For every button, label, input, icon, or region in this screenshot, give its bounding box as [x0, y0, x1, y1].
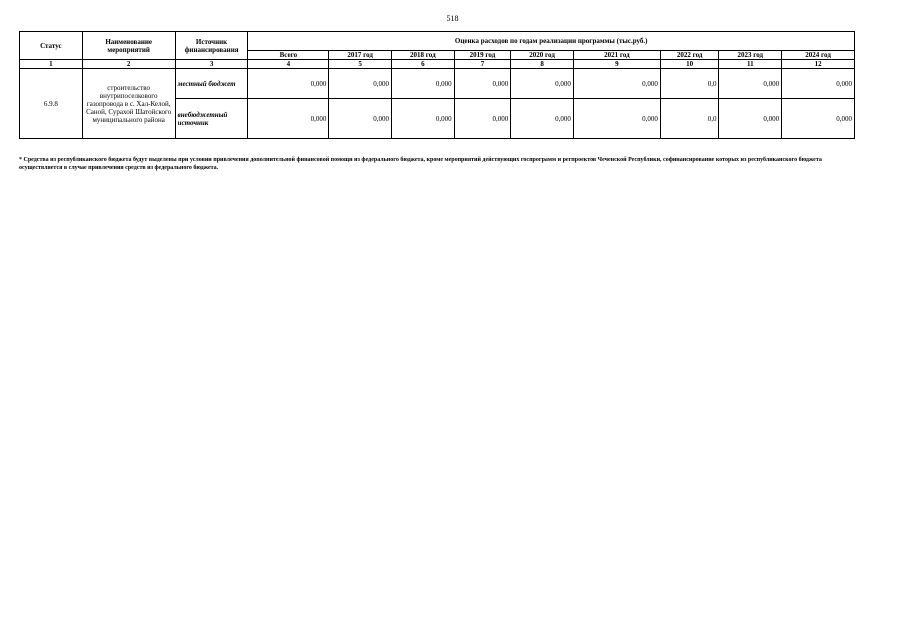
header-row-1	[20, 32, 855, 51]
value-cell: 0,000	[391, 99, 454, 139]
column-number: 1	[20, 60, 83, 69]
header-2019: 2019 год	[454, 51, 511, 60]
value-cell: 0,000	[782, 99, 855, 139]
value-cell: 0,000	[573, 69, 660, 99]
column-number: 12	[782, 60, 855, 69]
value-cell: 0,000	[391, 69, 454, 99]
header-source: Источник финансирования	[175, 32, 248, 60]
column-number: 2	[82, 60, 175, 69]
value-cell: 0,000	[511, 99, 574, 139]
column-number-row	[20, 60, 855, 69]
column-number: 9	[573, 60, 660, 69]
header-2023: 2023 год	[719, 51, 782, 60]
header-2022: 2022 год	[660, 51, 719, 60]
column-number: 10	[660, 60, 719, 69]
value-cell: 0,000	[719, 69, 782, 99]
column-number: 7	[454, 60, 511, 69]
value-cell: 0,0	[660, 69, 719, 99]
header-status: Статус	[20, 32, 83, 60]
value-cell: 0,000	[248, 69, 329, 99]
header-name: Наименование мероприятий	[82, 32, 175, 60]
header-2020: 2020 год	[511, 51, 574, 60]
value-cell: 0,000	[719, 99, 782, 139]
header-2021: 2021 год	[573, 51, 660, 60]
footnote: * Средства из республиканского бюджета будут выделены при условии привлечения дополнительной финансовой помощи из федерального бюджета, кроме мероприятий действующих госпрограмм и регпроектов Чеченской Республики, софинансирование которых из республиканского бюджета осуществляется в случае привлечения средств из федерального бюджета.	[19, 157, 822, 171]
value-cell: 0,000	[329, 69, 392, 99]
header-estimate: Оценка расходов по годам реализации программы (тыс.руб.)	[248, 32, 855, 51]
value-cell: 0,000	[782, 69, 855, 99]
header-2018: 2018 год	[391, 51, 454, 60]
column-number: 8	[511, 60, 574, 69]
value-cell: 0,000	[329, 99, 392, 139]
column-number: 6	[391, 60, 454, 69]
value-cell: 0,000	[511, 69, 574, 99]
source-extrabudgetary: внебюджетный источник	[175, 99, 248, 139]
value-cell: 0,000	[454, 99, 511, 139]
column-number: 3	[175, 60, 248, 69]
column-number: 5	[329, 60, 392, 69]
row-measure-name: строительство внутрипоселкового газопровода в с. Хал-Келой, Саной, Сурахой Шатойского муниципального района	[82, 69, 175, 139]
page-number: 518	[446, 14, 459, 23]
value-cell: 0,0	[660, 99, 719, 139]
header-2017: 2017 год	[329, 51, 392, 60]
column-number: 11	[719, 60, 782, 69]
budget-table	[19, 31, 855, 139]
header-2024: 2024 год	[782, 51, 855, 60]
header-total: Всего	[248, 51, 329, 60]
column-number: 4	[248, 60, 329, 69]
value-cell: 0,000	[454, 69, 511, 99]
value-cell: 0,000	[573, 99, 660, 139]
source-local-budget: местный бюджет	[175, 69, 248, 99]
table-row-local-budget	[20, 69, 855, 99]
row-status: 6.9.8	[20, 69, 83, 139]
value-cell: 0,000	[248, 99, 329, 139]
